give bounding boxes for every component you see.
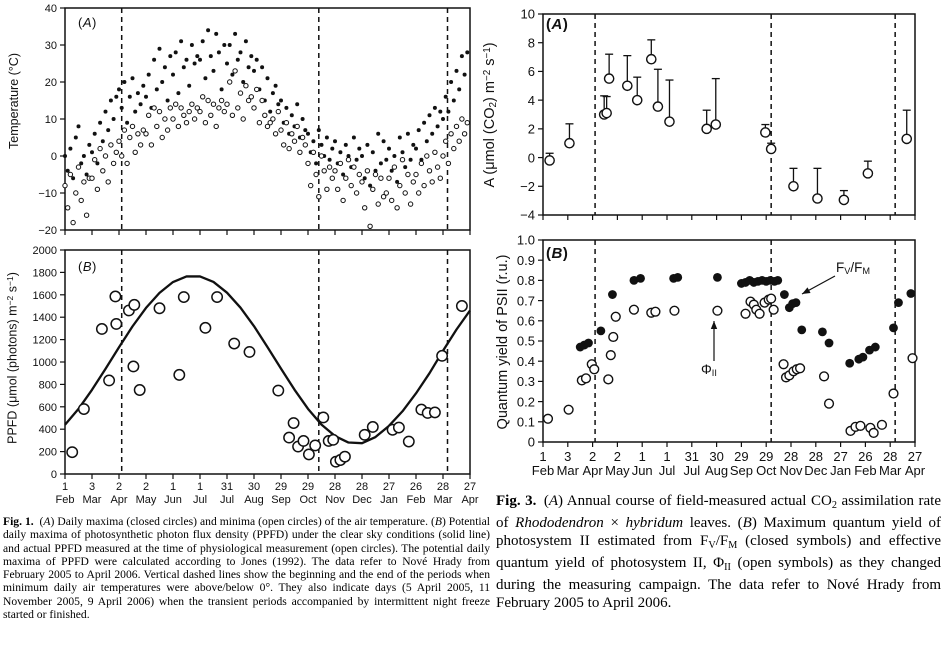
- svg-text:1000: 1000: [32, 356, 57, 369]
- svg-text:400: 400: [38, 424, 57, 437]
- svg-text:2: 2: [142, 481, 150, 493]
- svg-text:Dec: Dec: [352, 494, 372, 506]
- fig1-canvas: [0, 0, 492, 512]
- svg-text:30: 30: [44, 39, 57, 52]
- svg-text:30: 30: [709, 449, 724, 464]
- fig3a-y-axis-label: [482, 42, 499, 187]
- svg-text:Apr: Apr: [110, 494, 128, 506]
- svg-text:Nov: Nov: [779, 463, 803, 478]
- text-segment: −2: [5, 295, 15, 306]
- svg-text:0: 0: [527, 150, 535, 166]
- svg-text:Feb: Feb: [531, 463, 555, 478]
- svg-text:1: 1: [196, 481, 204, 493]
- svg-text:−4: −4: [520, 207, 535, 223]
- svg-text:2: 2: [115, 481, 123, 493]
- text-segment: ) Daily maxima (closed circles) and minima (open circles) of the air temperature. (: [50, 515, 435, 528]
- svg-text:Jun: Jun: [631, 463, 653, 478]
- text-segment: ) m: [482, 81, 498, 102]
- svg-text:Feb: Feb: [854, 463, 877, 478]
- text-segment: /F: [715, 532, 729, 549]
- text-segment: F: [836, 260, 845, 275]
- svg-text:Apr: Apr: [582, 463, 603, 478]
- svg-text:1: 1: [169, 481, 177, 493]
- svg-text:0: 0: [50, 150, 57, 163]
- svg-text:−20: −20: [38, 224, 57, 237]
- svg-text:Feb: Feb: [406, 494, 426, 506]
- text-segment: Temperature (°C): [7, 53, 21, 149]
- svg-text:Apr: Apr: [461, 494, 479, 506]
- text-segment: (: [536, 493, 549, 509]
- text-segment: B: [742, 515, 752, 531]
- svg-text:0.9: 0.9: [516, 252, 535, 268]
- svg-text:28: 28: [436, 481, 450, 493]
- fig3-canvas: [470, 0, 941, 490]
- text-segment: ): [482, 42, 498, 48]
- text-segment: (: [33, 515, 44, 528]
- fig1-caption: [3, 515, 490, 621]
- svg-text:Feb: Feb: [55, 494, 75, 506]
- svg-text:Sep: Sep: [729, 463, 753, 478]
- svg-text:0: 0: [527, 434, 535, 450]
- fig1a-y-axis-label: [7, 53, 21, 149]
- text-segment: A: [82, 15, 93, 30]
- svg-text:29: 29: [301, 481, 315, 493]
- svg-text:3: 3: [564, 449, 572, 464]
- svg-text:Mar: Mar: [82, 494, 102, 506]
- svg-text:27: 27: [382, 481, 396, 493]
- svg-text:Mar: Mar: [433, 494, 453, 506]
- svg-text:8: 8: [527, 35, 535, 51]
- text-segment: V: [844, 265, 851, 276]
- svg-text:27: 27: [463, 481, 477, 493]
- text-segment: B: [434, 515, 442, 528]
- text-segment: ): [5, 272, 20, 277]
- svg-text:10: 10: [520, 6, 535, 22]
- svg-text:29: 29: [274, 481, 288, 493]
- fig1a-panel: [38, 3, 470, 237]
- svg-text:26: 26: [858, 449, 873, 464]
- svg-text:40: 40: [44, 2, 57, 15]
- svg-text:May: May: [605, 463, 630, 478]
- svg-text:600: 600: [38, 401, 57, 414]
- fig1b-y-axis-label: [5, 272, 20, 444]
- svg-text:0.8: 0.8: [516, 273, 535, 289]
- svg-text:1: 1: [663, 449, 671, 464]
- svg-text:Jul: Jul: [658, 463, 676, 478]
- svg-text:2: 2: [527, 121, 535, 137]
- svg-text:28: 28: [783, 449, 799, 464]
- svg-text:800: 800: [38, 379, 57, 392]
- svg-text:0: 0: [50, 468, 57, 481]
- svg-text:May: May: [135, 494, 157, 506]
- text-segment: ): [562, 245, 569, 262]
- fig1b-panel: [33, 245, 479, 506]
- text-segment: (closed symbols) and effective quantum yield of photosystem II, Φ: [496, 532, 941, 571]
- text-segment: B: [82, 259, 93, 274]
- svg-text:30: 30: [247, 481, 261, 493]
- svg-text:Mar: Mar: [556, 463, 579, 478]
- fig1a-panel-letter: [78, 15, 97, 30]
- svg-text:27: 27: [907, 449, 923, 464]
- text-segment: Quantum yield of PSII (r.u.): [495, 254, 511, 430]
- text-segment: −1: [482, 47, 494, 59]
- text-segment: −2: [482, 69, 494, 82]
- svg-text:10: 10: [44, 113, 57, 126]
- svg-text:Jul: Jul: [192, 494, 208, 506]
- svg-text:Nov: Nov: [325, 494, 345, 506]
- svg-text:1: 1: [539, 449, 547, 464]
- text-segment: hybridum: [625, 515, 684, 531]
- svg-text:27: 27: [833, 449, 848, 464]
- text-segment: ): [92, 15, 97, 30]
- svg-text:28: 28: [808, 449, 824, 464]
- svg-text:Aug: Aug: [705, 463, 729, 478]
- text-segment: ): [92, 259, 97, 274]
- text-segment: (open symbols) as they changed during the measuring campaign. The data refer to Nové Hrady from February 2005 to April 2006.: [496, 554, 941, 611]
- fig3a-panel-letter: [546, 16, 568, 33]
- text-segment: (: [78, 15, 83, 30]
- svg-text:0.6: 0.6: [516, 313, 535, 329]
- svg-text:28: 28: [355, 481, 369, 493]
- svg-text:Oct: Oct: [299, 494, 317, 506]
- text-segment: ): [562, 16, 569, 33]
- svg-text:200: 200: [38, 446, 57, 459]
- text-segment: PPFD (μmol (photons) m: [5, 305, 20, 444]
- svg-text:29: 29: [758, 449, 774, 464]
- text-segment: V: [708, 540, 716, 551]
- svg-text:4: 4: [527, 92, 535, 108]
- svg-text:Sep: Sep: [271, 494, 291, 506]
- svg-text:Mar: Mar: [879, 463, 902, 478]
- svg-text:Jul: Jul: [683, 463, 701, 478]
- text-segment: Φ: [701, 362, 712, 377]
- svg-text:Oct: Oct: [756, 463, 777, 478]
- svg-text:29: 29: [734, 449, 749, 464]
- text-segment: −1: [5, 276, 15, 286]
- text-segment: (: [546, 16, 552, 33]
- svg-text:0.4: 0.4: [516, 353, 535, 369]
- figure-3: [470, 0, 941, 651]
- text-segment: B: [551, 245, 563, 262]
- text-segment: A: [548, 493, 559, 509]
- svg-text:0.7: 0.7: [516, 293, 535, 309]
- svg-text:28: 28: [882, 449, 898, 464]
- text-segment: s: [482, 58, 498, 70]
- svg-text:31: 31: [220, 481, 234, 493]
- svg-text:2000: 2000: [32, 244, 57, 257]
- text-segment: leaves. (: [683, 515, 743, 531]
- svg-text:6: 6: [527, 64, 535, 80]
- text-segment: A: [43, 515, 51, 528]
- fig3-caption: [496, 493, 941, 612]
- text-segment: Rhododendron: [515, 515, 604, 531]
- fig3b-panel-letter: [546, 245, 568, 262]
- svg-text:26: 26: [409, 481, 423, 493]
- svg-text:2: 2: [613, 449, 622, 464]
- text-segment: assimilation rate of: [496, 493, 941, 531]
- svg-text:1: 1: [61, 481, 69, 493]
- svg-text:Apr: Apr: [904, 463, 926, 478]
- svg-text:31: 31: [684, 449, 700, 464]
- text-segment: Fig. 3.: [496, 493, 537, 509]
- svg-text:1600: 1600: [32, 289, 57, 302]
- fig3a-panel: [520, 7, 915, 223]
- text-segment: II: [724, 562, 731, 573]
- phi-ii-annotation-label: [701, 362, 717, 378]
- svg-text:1800: 1800: [32, 267, 57, 280]
- svg-text:Dec: Dec: [804, 463, 828, 478]
- fig3b-y-axis-label: [495, 255, 511, 430]
- text-segment: A: [551, 16, 563, 33]
- text-segment: II: [711, 367, 717, 378]
- svg-text:0.3: 0.3: [516, 374, 535, 390]
- svg-text:Jun: Jun: [164, 494, 182, 506]
- svg-text:3: 3: [88, 481, 96, 493]
- svg-text:0.2: 0.2: [516, 394, 535, 410]
- svg-text:28: 28: [328, 481, 342, 493]
- svg-text:1.0: 1.0: [516, 232, 535, 248]
- text-segment: ) Annual course of field-measured actual CO: [558, 493, 832, 509]
- text-segment: 2: [487, 101, 499, 108]
- text-segment: M: [728, 540, 738, 551]
- text-segment: Fig. 1.: [3, 515, 34, 528]
- svg-text:Jan: Jan: [830, 463, 852, 478]
- text-segment: A (μmol (CO: [482, 107, 498, 188]
- svg-text:−2: −2: [520, 178, 535, 194]
- svg-text:2: 2: [588, 449, 597, 464]
- svg-text:1: 1: [638, 449, 646, 464]
- text-segment: ) Maximum quantum yield of photosystem II estimated from F: [496, 515, 941, 549]
- svg-text:0.5: 0.5: [516, 333, 535, 349]
- text-segment: (: [78, 259, 83, 274]
- text-segment: ×: [603, 515, 626, 531]
- svg-text:1200: 1200: [32, 334, 57, 347]
- svg-text:20: 20: [44, 76, 57, 89]
- svg-text:Jan: Jan: [380, 494, 398, 506]
- text-segment: s: [5, 285, 20, 296]
- text-segment: ) Potential daily maxima of photosynthetic photon flux density (PPFD) under the clear sky conditions (solid line) and actual PPFD measured at the time of physiological measurement (open circles). The potential daily maxima of PPFD were calculated according to Jones (1992). The data refer to Nové Hrady from February 2005 to April 2006. Vertical dashed lines show the beginning and the end of the periods when minimum daily air temperatures were above/below 0°. They also indicate days (5 April 2005, 11 November 2005, 9 April 2006) when the transient periods accompanied by intermittent night freeze started or finished.: [3, 515, 491, 622]
- svg-text:−10: −10: [38, 187, 57, 200]
- svg-text:Aug: Aug: [244, 494, 264, 506]
- text-segment: /F: [850, 260, 863, 275]
- text-segment: M: [862, 265, 871, 276]
- svg-text:0.1: 0.1: [516, 414, 535, 430]
- fvfm-annotation-label: [836, 260, 870, 276]
- svg-text:Jul: Jul: [219, 494, 235, 506]
- fig1b-panel-letter: [78, 259, 97, 274]
- text-segment: 2: [831, 500, 837, 512]
- text-segment: (: [546, 245, 552, 262]
- svg-text:1400: 1400: [32, 312, 57, 325]
